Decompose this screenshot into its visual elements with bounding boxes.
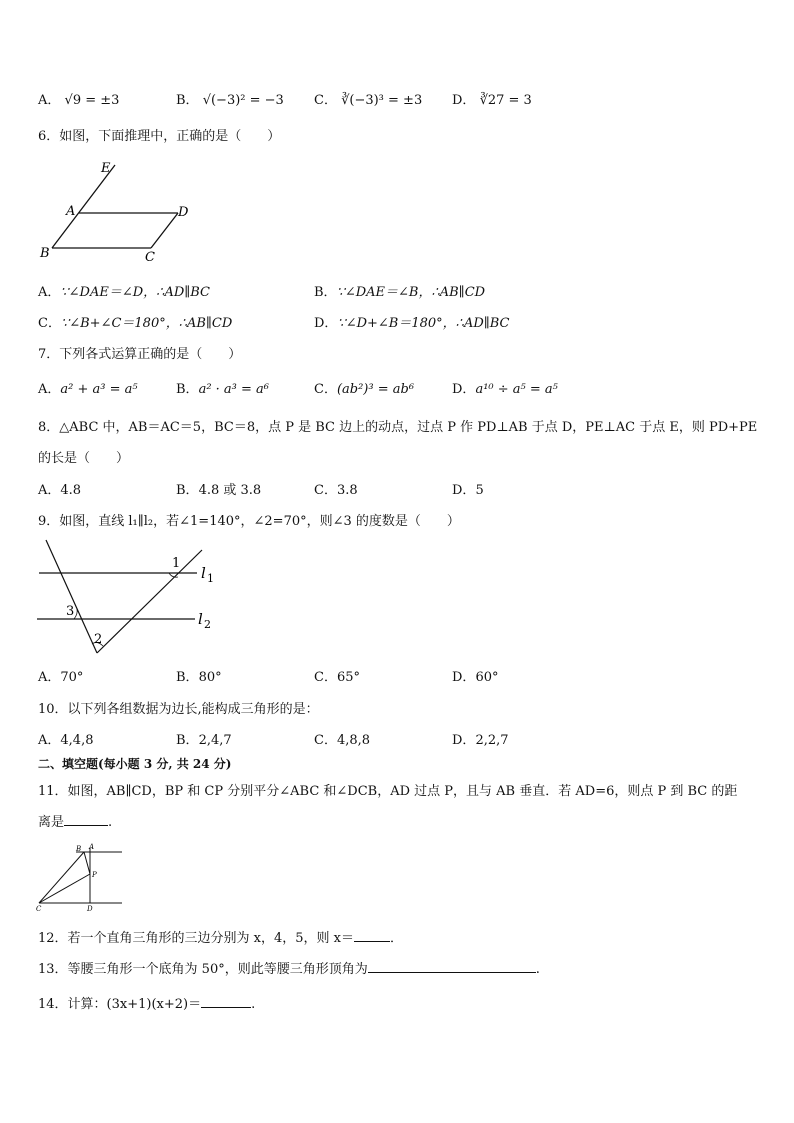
q11-label-b: B [76, 845, 82, 853]
q10-option-c: C．4,8,8 [314, 733, 371, 748]
q6-label-c: C [145, 250, 155, 265]
q5-option-a: A． √9 = ±3 [38, 93, 120, 108]
q10-option-b: B．2,4,7 [176, 733, 232, 748]
q13-answer-blank[interactable] [368, 960, 536, 973]
q9-line-l1: l [201, 564, 206, 582]
q6-option-d: D．∵∠D+∠B＝180°，∴AD∥BC [314, 316, 510, 331]
section-fill-in-title: 二、填空题(每小题 3 分, 共 24 分) [38, 757, 232, 771]
q6-label-e: E [101, 161, 111, 176]
q9-angle-2: 2 [94, 632, 103, 647]
q11-line2: 离是 . [38, 815, 113, 830]
q7-option-a: A．a² + a³ = a⁵ [38, 382, 138, 397]
q12-answer-blank[interactable] [354, 929, 390, 942]
q9-angle-3: 3 [66, 604, 75, 619]
q6-label-a: A [66, 204, 76, 219]
q11-label-d: D [87, 905, 93, 912]
q6-label-b: B [40, 246, 50, 261]
q9-option-c: C．65° [314, 670, 360, 685]
q6-stem: 6．如图，下面推理中，正确的是（ ） [38, 129, 281, 144]
q11-label-a: A [89, 843, 95, 851]
q7-stem: 7．下列各式运算正确的是（ ） [38, 347, 242, 362]
q7-option-d: D．a¹⁰ ÷ a⁵ = a⁵ [452, 382, 558, 397]
q12-line: 12．若一个直角三角形的三边分别为 x，4，5，则 x＝ ． [38, 931, 404, 946]
q11-label-p: P [92, 871, 97, 879]
q6-label-d: D [178, 205, 189, 220]
q11-label-c: C [36, 905, 42, 912]
q10-option-a: A．4,4,8 [38, 733, 94, 748]
q10-stem: 10．以下列各组数据为边长,能构成三角形的是： [38, 702, 319, 717]
q9-option-b: B．80° [176, 670, 222, 685]
q9-line-l1-sub: 1 [207, 572, 214, 585]
q7-option-c: C．(ab²)³ = ab⁶ [314, 382, 415, 397]
q9-line-l2: l [198, 610, 203, 628]
q6-option-b: B．∵∠DAE＝∠B，∴AB∥CD [314, 285, 486, 300]
q6-figure [38, 158, 198, 266]
q10-option-d: D．2,2,7 [452, 733, 509, 748]
q8-stem-line1: 8．△ABC 中，AB＝AC＝5，BC＝8，点 P 是 BC 边上的动点，过点 P 作 PD⊥AB 于点 D，PE⊥AC 于点 E，则 PD+PE [38, 420, 758, 435]
q9-figure [34, 536, 234, 660]
q8-option-a: A．4.8 [38, 483, 82, 498]
q5-option-d: D． ∛27 = 3 [452, 93, 532, 108]
q9-option-d: D．60° [452, 670, 499, 685]
q9-angle-1: 1 [172, 556, 181, 571]
q11-line1: 11．如图，AB∥CD，BP 和 CP 分别平分∠ABC 和∠DCB，AD 过点 P，且与 AB 垂直．若 AD=6，则点 P 到 BC 的距 [38, 784, 738, 799]
q9-option-a: A．70° [38, 670, 84, 685]
q8-option-c: C．3.8 [314, 483, 358, 498]
q13-line: 13．等腰三角形一个底角为 50°，则此等腰三角形顶角为 . [38, 962, 540, 977]
q8-option-d: D．5 [452, 483, 484, 498]
q7-option-b: B．a² · a³ = a⁶ [176, 382, 270, 397]
q11-answer-blank[interactable] [64, 813, 108, 826]
q14-answer-blank[interactable] [201, 995, 251, 1008]
q9-line-l2-sub: 2 [204, 618, 211, 631]
q8-stem-line2: 的长是（ ） [38, 451, 130, 466]
q9-stem: 9．如图，直线 l₁∥l₂，若∠1=140°，∠2=70°，则∠3 的度数是（ ） [38, 514, 460, 529]
q5-option-c: C． ∛(−3)³ = ±3 [314, 93, 423, 108]
q8-option-b: B．4.8 或 3.8 [176, 483, 262, 498]
q11-figure [34, 842, 128, 912]
q6-option-c: C．∵∠B+∠C＝180°，∴AB∥CD [38, 316, 233, 331]
q5-option-b: B． √(−3)² = −3 [176, 93, 284, 108]
q6-option-a: A．∵∠DAE＝∠D，∴AD∥BC [38, 285, 210, 300]
q14-line: 14．计算：(3x+1)(x+2)＝ . [38, 997, 256, 1012]
